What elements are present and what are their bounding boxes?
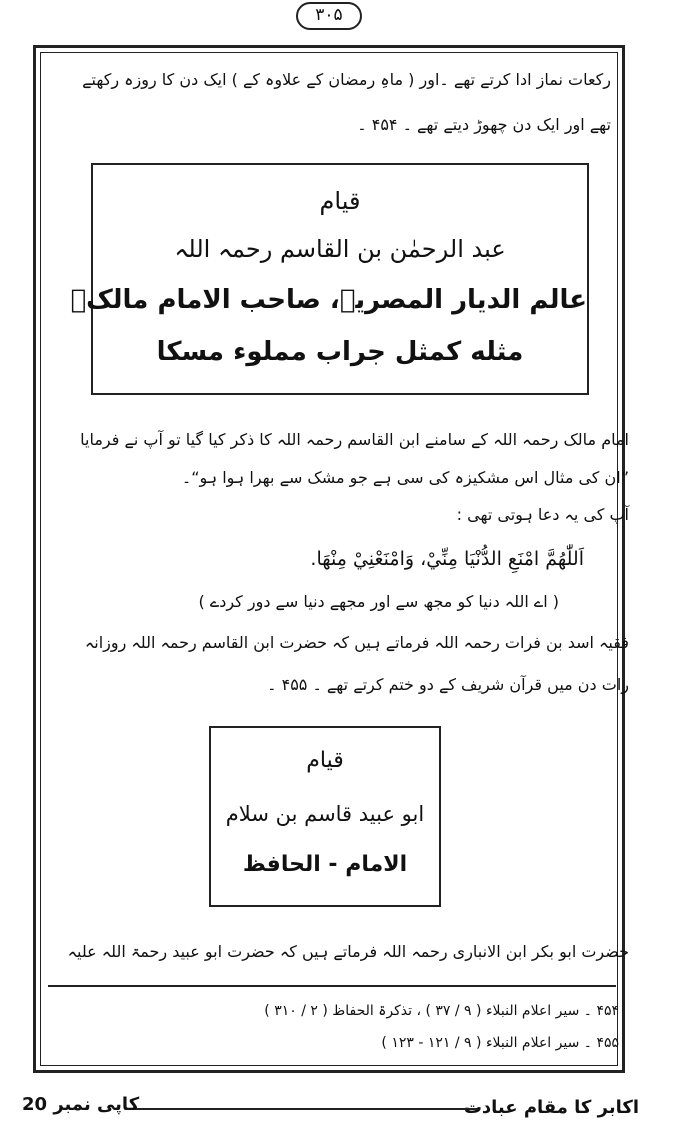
box-1-name: عبد الرحمٰن بن القاسم رحمہ اللہ [174, 235, 506, 263]
footnote-divider [48, 985, 616, 987]
paragraph-2-line-4: فقیہ اسد بن فرات رحمہ اللہ فرماتے ہیں کہ حضرت ابن القاسم رحمہ اللہ روزانہ [84, 633, 629, 652]
paragraph-1-line-2: تھے اور ایک دن چھوڑ دیتے تھے ۔ ۴۵۴ ۔ [357, 115, 611, 134]
paragraph-2-line-5: رات دن میں قرآن شریف کے دو ختم کرتے تھے ۔ ۴۵۵ ۔ [267, 675, 629, 694]
profile-box-1 [70, 163, 589, 395]
box-2-title: الامام - الحافظ [242, 852, 408, 877]
box-1-title: عالم الدیار المصریہ، صاحب الامام مالکؒ [70, 285, 587, 315]
box-1-quote: مثله كمثل جراب مملوء مسكا [156, 337, 524, 367]
box-2-name: ابو عبید قاسم بن سلام [225, 802, 425, 826]
book-title: اکابر کا مقام عبادت [463, 1097, 639, 1118]
box-2-heading: قیام [306, 748, 344, 773]
paragraph-3-line-1: حضرت ابو بکر ابن الانباری رحمہ اللہ فرماتے ہیں کہ حضرت ابو عبید رحمۃ اللہ علیہ [67, 942, 629, 961]
footer-rule [133, 1108, 478, 1110]
footnote-455: ۴۵۵ ۔ سیر اعلام النبلاء ( ۹ / ۱۲۱ - ۱۲۳ ) [381, 1035, 619, 1051]
profile-box-2 [209, 726, 441, 907]
copy-number: کاپی نمبر 20 [22, 1094, 140, 1115]
dua-translation: ( اے اللہ دنیا کو مجھ سے اور مجھے دنیا سے دور کردے ) [198, 592, 559, 611]
dua-arabic: اَللّٰهُمَّ امْنَعِ الدُّنْيَا مِنِّيْ، وَامْنَعْنِيْ مِنْهَا. [310, 548, 584, 570]
paragraph-2-line-1: امام مالک رحمہ اللہ کے سامنے ابن القاسم رحمہ اللہ کا ذکر کیا گیا تو آپ نے فرمایا [80, 430, 629, 449]
paragraph-2-line-3: آپ کی یہ دعا ہوتی تھی : [456, 505, 629, 524]
paragraph-1-line-1: رکعات نماز ادا کرتے تھے ۔اور ( ماہِ رمضان کے علاوہ کے ) ایک دن کا روزہ رکھتے [82, 70, 611, 89]
box-1-heading: قیام [319, 187, 361, 215]
footnote-454: ۴۵۴ ۔ سیر اعلام النبلاء ( ۹ / ۳۷ ) ، تذکرۃ الحفاظ ( ۲ / ۳۱۰ ) [264, 1003, 619, 1019]
page-number: ۳۰۵ [296, 2, 362, 30]
paragraph-2-line-2: ”ان کی مثال اس مشکیزہ کی سی ہے جو مشک سے بھرا ہوا ہو“۔ [181, 468, 629, 487]
